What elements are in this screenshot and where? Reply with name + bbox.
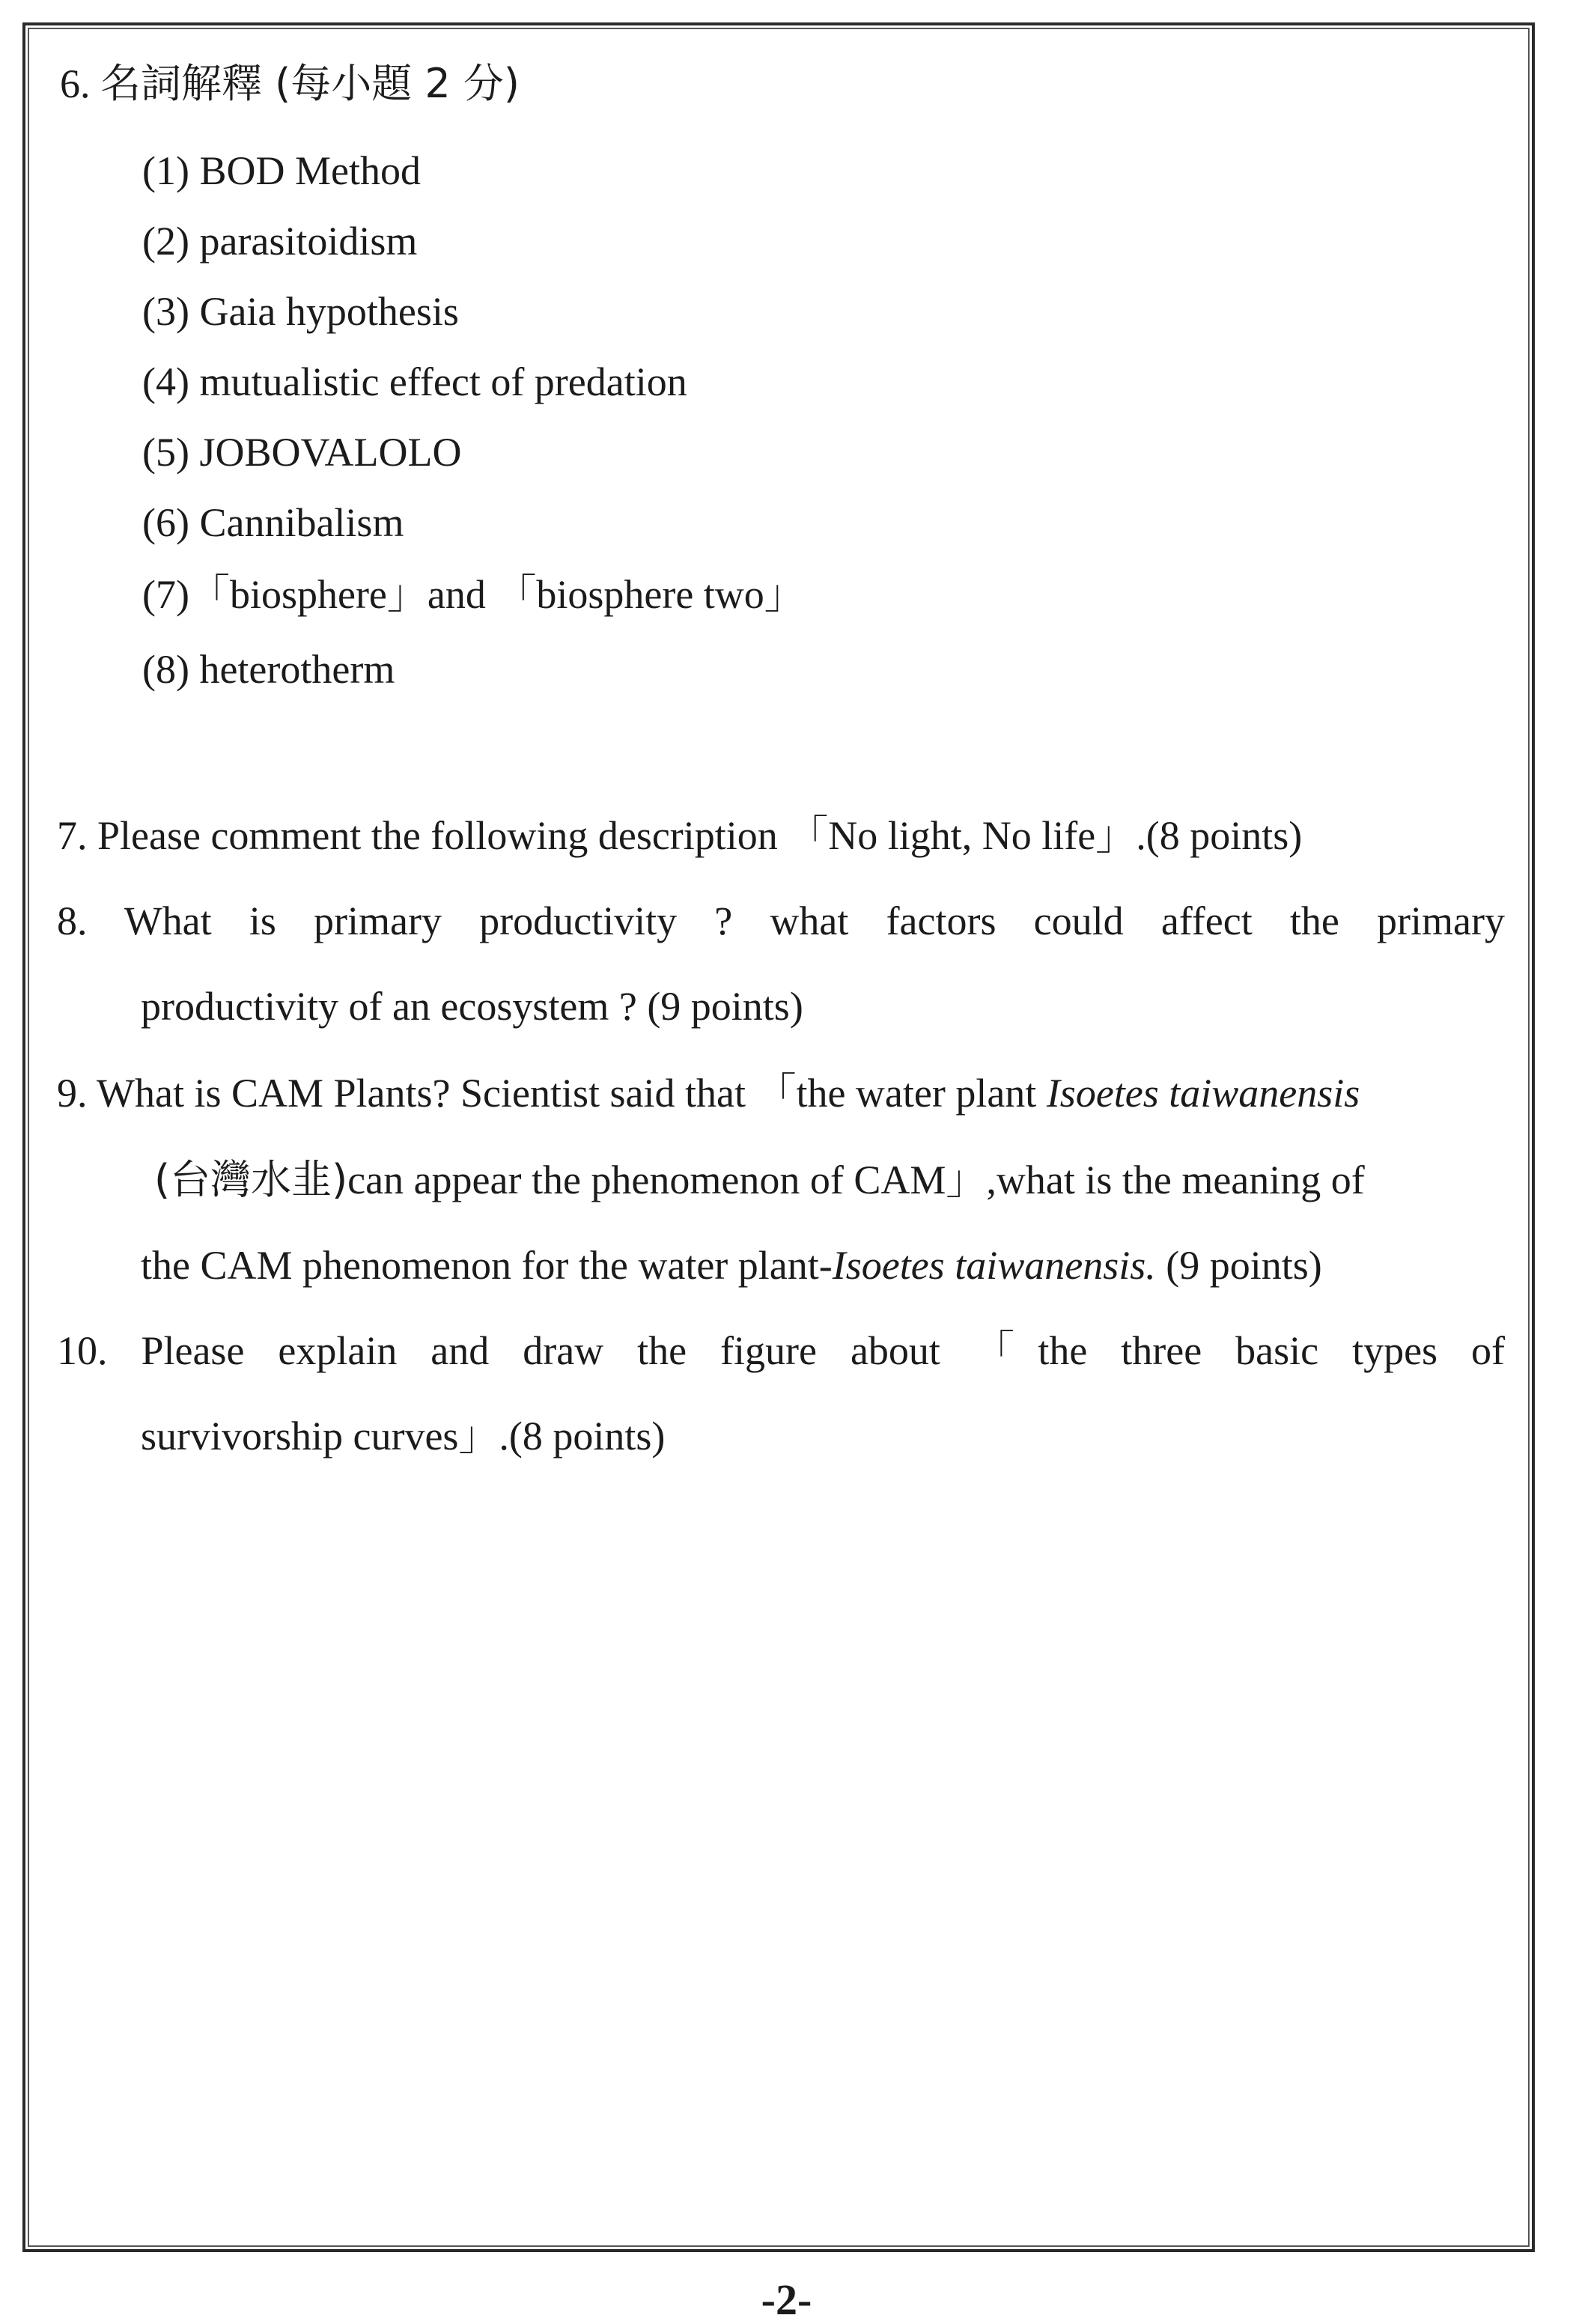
question-6-heading bbox=[60, 60, 520, 108]
question-6-number: 6. bbox=[60, 61, 91, 106]
question-9-line-1-text: 9. What is CAM Plants? Scientist said that 「the water plant bbox=[57, 1071, 1047, 1116]
question-9-species-name: Isoetes taiwanensis bbox=[1046, 1071, 1360, 1116]
question-9-line-1 bbox=[57, 1069, 1360, 1117]
question-7: 7. Please comment the following description 「No light, No life」.(8 points) bbox=[57, 813, 1303, 858]
page-number: -2- bbox=[761, 2275, 812, 2324]
term-item-5: (5) JOBOVALOLO bbox=[142, 430, 462, 475]
term-item-7: (7)「biosphere」and 「biosphere two」 bbox=[142, 572, 805, 617]
question-8-line-1: 8. What is primary productivity ? what factors could affect the primary bbox=[57, 898, 1505, 943]
question-10-line-2: survivorship curves」.(8 points) bbox=[141, 1414, 666, 1458]
term-item-3: (3) Gaia hypothesis bbox=[142, 289, 459, 334]
question-9-line-2-text: can appear the phenomenon of CAM」,what is the meaning of bbox=[347, 1158, 1365, 1202]
term-item-8: (8) heterotherm bbox=[142, 647, 395, 692]
question-10-line-1: 10. Please explain and draw the figure about 「the three basic types of bbox=[57, 1328, 1505, 1373]
page-border bbox=[22, 22, 1535, 2252]
question-9-line-3 bbox=[141, 1241, 1322, 1289]
term-item-4: (4) mutualistic effect of predation bbox=[142, 359, 687, 404]
question-8-line-2: productivity of an ecosystem ? (9 points) bbox=[141, 984, 803, 1029]
term-item-6: (6) Cannibalism bbox=[142, 500, 404, 545]
question-9-chinese-name: (台灣水韭) bbox=[154, 1156, 348, 1203]
question-6-title: 名詞解釋 (每小題 2 分) bbox=[100, 60, 520, 107]
term-item-2: (2) parasitoidism bbox=[142, 219, 418, 264]
question-9-line-3-text: the CAM phenomenon for the water plant- bbox=[141, 1243, 833, 1288]
question-9-line-2 bbox=[154, 1156, 1365, 1204]
question-9-points: (9 points) bbox=[1155, 1243, 1322, 1288]
question-9-line-3-species: Isoetes taiwanensis. bbox=[832, 1243, 1156, 1288]
term-item-1: (1) BOD Method bbox=[142, 148, 421, 193]
